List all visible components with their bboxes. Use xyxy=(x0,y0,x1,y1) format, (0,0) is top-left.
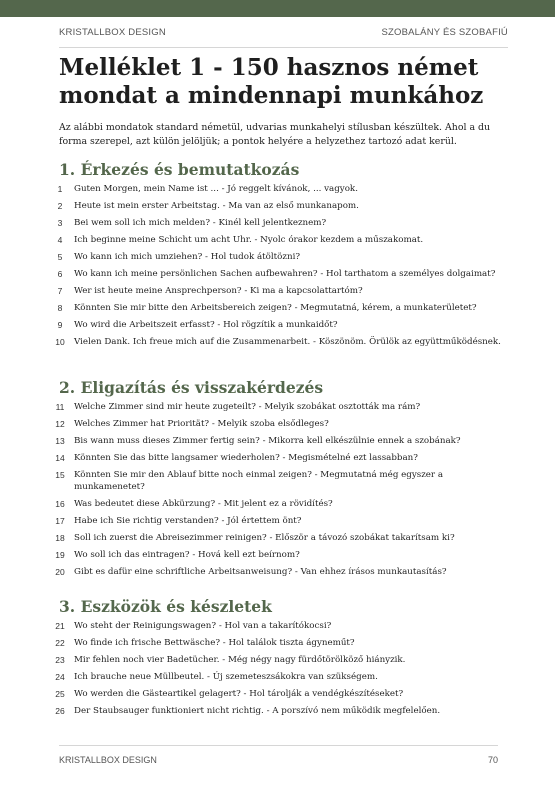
phrase-text: Bis wann muss dieses Zimmer fertig sein? - Mikorra kell elkészülnie ennek a szobának? xyxy=(74,436,461,446)
intro-paragraph: Az alábbi mondatok standard németül, udvarias munkahelyi stílusban készültek. Ahol a du forma szerepel, azt külön jelöljük; a pontok helyére a helyzethez tartozó adat kerül. xyxy=(59,122,491,147)
phrase-list-tools xyxy=(52,620,512,722)
phrase-item xyxy=(52,234,512,246)
phrase-number: 13 xyxy=(55,436,65,446)
phrase-item xyxy=(52,532,512,544)
header-brand: KRISTALLBOX DESIGN xyxy=(59,27,166,38)
phrase-text: Ich brauche neue Müllbeutel. - Új szemeteszsákokra van szükségem. xyxy=(74,672,378,682)
section-heading-arrival: 1. Érkezés és bemutatkozás xyxy=(59,160,300,179)
phrase-item xyxy=(52,217,512,229)
phrase-item xyxy=(52,620,512,632)
phrase-text: Der Staubsauger funktioniert nicht richtig. - A porszívó nem működik megfelelően. xyxy=(74,706,441,716)
phrase-number: 5 xyxy=(57,252,63,262)
page-title: Melléklet 1 - 150 hasznos német mondat a mindennapi munkához xyxy=(59,54,484,109)
phrase-number: 22 xyxy=(55,638,65,648)
phrase-item xyxy=(52,654,512,666)
phrase-number: 1 xyxy=(57,184,63,194)
phrase-number: 21 xyxy=(55,621,65,631)
phrase-number: 3 xyxy=(57,218,63,228)
phrase-text: Guten Morgen, mein Name ist ... - Jó reggelt kívánok, ... vagyok. xyxy=(74,184,358,194)
phrase-number: 8 xyxy=(57,303,63,313)
top-accent-bar xyxy=(0,0,555,17)
phrase-item xyxy=(52,418,512,430)
phrase-list-briefing xyxy=(52,401,512,583)
phrase-list-arrival xyxy=(52,183,512,353)
phrase-text: Könnten Sie mir bitte den Arbeitsbereich zeigen? - Megmutatná, kérem, a munkaterületet? xyxy=(74,303,477,313)
running-footer xyxy=(59,745,498,765)
phrase-text: Vielen Dank. Ich freue mich auf die Zusammenarbeit. - Köszönöm. Örülök az együttműködésnek. xyxy=(74,337,501,347)
phrase-item xyxy=(52,637,512,649)
phrase-item xyxy=(52,302,512,314)
phrase-item xyxy=(52,336,512,348)
phrase-text: Soll ich zuerst die Abreisezimmer reinigen? - Először a távozó szobákat takarítsam ki? xyxy=(74,533,455,544)
page-number: 70 xyxy=(487,755,498,765)
phrase-number: 11 xyxy=(55,402,65,412)
phrase-text: Mir fehlen noch vier Badetücher. - Még négy nagy fürdőtörölköző hiányzik. xyxy=(74,655,406,665)
phrase-item xyxy=(52,688,512,700)
phrase-text: Gibt es dafür eine schriftliche Arbeitsanweisung? - Van ehhez írásos munkautasítás? xyxy=(74,567,447,578)
phrase-item xyxy=(52,251,512,263)
phrase-item xyxy=(52,566,512,578)
phrase-number: 25 xyxy=(55,689,65,699)
phrase-number: 23 xyxy=(55,655,65,665)
phrase-text: Habe ich Sie richtig verstanden? - Jól értettem önt? xyxy=(74,516,302,527)
phrase-text: Wo steht der Reinigungswagen? - Hol van a takarítókocsi? xyxy=(74,621,332,631)
phrase-item xyxy=(52,671,512,683)
phrase-number: 20 xyxy=(55,567,65,578)
phrase-item xyxy=(52,401,512,413)
phrase-text: Wo werden die Gästeartikel gelagert? - Hol tárolják a vendégkészítéseket? xyxy=(74,689,404,699)
phrase-text: Wo kann ich meine persönlichen Sachen aufbewahren? - Hol tarthatom a személyes dolgaimat? xyxy=(74,269,496,279)
phrase-text: Wo finde ich frische Bettwäsche? - Hol találok tiszta ágyneműt? xyxy=(74,638,355,648)
phrase-item xyxy=(52,498,512,510)
phrase-number: 10 xyxy=(55,337,65,347)
phrase-item xyxy=(52,183,512,195)
phrase-text: Wer ist heute meine Ansprechperson? - Ki ma a kapcsolattartóm? xyxy=(74,286,363,296)
section-heading-briefing: 2. Eligazítás és visszakérdezés xyxy=(59,378,324,397)
phrase-number: 6 xyxy=(57,269,63,279)
phrase-number: 24 xyxy=(55,672,65,682)
phrase-item xyxy=(52,435,512,447)
phrase-text: Welches Zimmer hat Priorität? - Melyik szoba elsődleges? xyxy=(74,419,329,429)
phrase-item xyxy=(52,452,512,464)
phrase-text: Welche Zimmer sind mir heute zugeteilt? - Melyik szobákat osztották ma rám? xyxy=(74,402,421,412)
phrase-item xyxy=(52,515,512,527)
phrase-item xyxy=(52,549,512,561)
phrase-text: Heute ist mein erster Arbeitstag. - Ma van az első munkanapom. xyxy=(74,201,359,211)
phrase-text: Könnten Sie das bitte langsamer wiederholen? - Megismételné ezt lassabban? xyxy=(74,453,418,463)
phrase-number: 16 xyxy=(55,499,65,510)
phrase-number: 2 xyxy=(57,201,63,211)
phrase-text: Wo kann ich mich umziehen? - Hol tudok átöltözni? xyxy=(74,252,301,262)
phrase-number: 9 xyxy=(57,320,63,330)
phrase-number: 4 xyxy=(57,235,63,245)
section-heading-tools: 3. Eszközök és készletek xyxy=(59,597,272,616)
running-header xyxy=(59,27,508,48)
phrase-item xyxy=(52,285,512,297)
phrase-number: 12 xyxy=(55,419,65,429)
header-chapter: SZOBALÁNY ÉS SZOBAFIÚ xyxy=(381,27,508,38)
phrase-text: Was bedeutet diese Abkürzung? - Mit jelent ez a rövidítés? xyxy=(74,499,333,510)
phrase-item xyxy=(52,200,512,212)
phrase-number: 26 xyxy=(55,706,65,716)
phrase-item xyxy=(52,469,512,494)
phrase-text: Bei wem soll ich mich melden? - Kinél kell jelentkeznem? xyxy=(74,218,327,228)
phrase-text: Wo soll ich das eintragen? - Hová kell ezt beírnom? xyxy=(74,550,300,561)
phrase-number: 7 xyxy=(57,286,63,296)
phrase-item xyxy=(52,319,512,331)
footer-brand: KRISTALLBOX DESIGN xyxy=(59,755,157,765)
phrase-item xyxy=(52,268,512,280)
phrase-item xyxy=(52,705,512,717)
phrase-text: Wo wird die Arbeitszeit erfasst? - Hol rögzítik a munkaidőt? xyxy=(74,320,338,330)
phrase-text: Könnten Sie mir den Ablauf bitte noch einmal zeigen? - Megmutatná még egyszer a munkamenetet? xyxy=(74,470,444,493)
phrase-number: 17 xyxy=(55,516,65,527)
phrase-number: 18 xyxy=(55,533,65,544)
phrase-text: Ich beginne meine Schicht um acht Uhr. - Nyolc órakor kezdem a műszakomat. xyxy=(74,235,424,245)
phrase-number: 19 xyxy=(55,550,65,561)
phrase-number: 14 xyxy=(55,453,65,463)
phrase-number: 15 xyxy=(55,470,65,480)
